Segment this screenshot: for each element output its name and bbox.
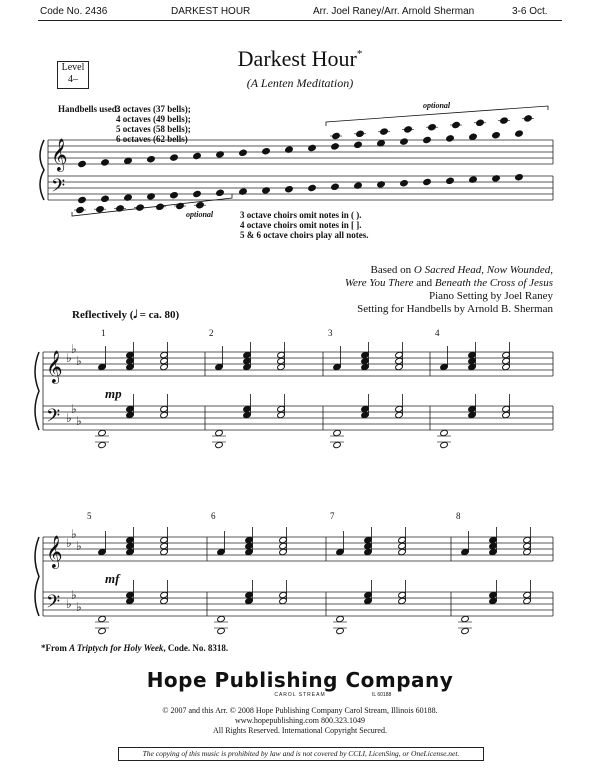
copyright-line: © 2007 and this Arr. © 2008 Hope Publishing Company Carol Stream, Illinois 60188. (162, 706, 438, 715)
note-head (160, 363, 169, 370)
footnote-text: *From (41, 643, 70, 653)
header-octaves: 3-6 Oct. (512, 6, 548, 17)
note-head (333, 441, 342, 448)
note-head (502, 357, 511, 364)
note-head (364, 536, 373, 543)
measure-number: 2 (209, 328, 214, 338)
note-head (461, 627, 470, 634)
note-head (502, 351, 511, 358)
note-head (126, 351, 135, 358)
dynamic-mf: mf (105, 571, 120, 586)
note-head (98, 627, 107, 634)
note-head (523, 597, 532, 604)
measure-number: 4 (435, 328, 440, 338)
note-head (361, 357, 370, 364)
flat-icon: ♭ (66, 411, 72, 425)
note-head (126, 542, 135, 549)
publisher-logo: Hope Publishing Company (146, 668, 454, 692)
note-head (489, 548, 498, 555)
title-text: Darkest Hour (237, 46, 357, 71)
note-head (461, 548, 470, 555)
note-head (398, 548, 407, 555)
note-head (78, 196, 87, 203)
measure-number: 7 (330, 511, 335, 521)
measure-number: 5 (87, 511, 92, 521)
note-head (331, 143, 340, 150)
tempo-value: = ca. 80) (136, 309, 180, 321)
treble-clef-icon: 𝄞 (46, 535, 63, 568)
note-head (331, 183, 340, 190)
measure-number: 3 (328, 328, 333, 338)
choir-note: 4 octave choirs omit notes in [ ]. (240, 220, 362, 230)
note-head (468, 411, 477, 418)
optional-bottom-label: optional (186, 210, 214, 219)
note-head (126, 357, 135, 364)
note-head (440, 429, 449, 436)
note-head (126, 591, 135, 598)
choir-note: 5 & 6 octave choirs play all notes. (240, 230, 369, 240)
note-head (523, 536, 532, 543)
brace (35, 352, 39, 430)
note-head (468, 363, 477, 370)
note-head (354, 141, 363, 148)
note-head (160, 357, 169, 364)
note-head (398, 536, 407, 543)
note-head (468, 351, 477, 358)
note-head (489, 597, 498, 604)
hymn-title: Beneath the Cross of Jesus (434, 277, 553, 289)
note-head (170, 192, 179, 199)
bass-clef-icon: 𝄢 (46, 592, 61, 617)
note-head (446, 135, 455, 142)
note-head (78, 160, 87, 167)
level-label: Level (61, 62, 85, 73)
note-head (468, 357, 477, 364)
note-head (502, 411, 511, 418)
note-head (277, 411, 286, 418)
publisher-city: CAROL STREAM (274, 692, 326, 698)
note-head (193, 152, 202, 159)
note-head (515, 174, 524, 181)
note-head (468, 405, 477, 412)
note-head (333, 363, 342, 370)
flat-icon: ♭ (71, 342, 77, 356)
note-head (160, 411, 169, 418)
copying-warning: The copying of this music is prohibited by law and is not covered by CCLI, LicenSing, or OneLicense.net. (118, 747, 484, 761)
note-head (361, 405, 370, 412)
note-head (98, 429, 107, 436)
note-head (160, 351, 169, 358)
bass-clef-icon: 𝄢 (51, 176, 66, 201)
note-head (215, 441, 224, 448)
measure-number: 1 (101, 328, 106, 338)
code-number: Code No. 2436 (40, 6, 108, 17)
note-head (502, 405, 511, 412)
note-head (126, 548, 135, 555)
treble-clef-icon: 𝄞 (51, 138, 68, 171)
note-head (361, 411, 370, 418)
note-head (502, 363, 511, 370)
note-head (243, 411, 252, 418)
hymn-title: O Sacred Head, Now Wounded, (413, 264, 553, 276)
note-head (126, 597, 135, 604)
note-head (364, 542, 373, 549)
note-head (489, 536, 498, 543)
note-head (333, 429, 342, 436)
note-head (336, 548, 345, 555)
note-head (126, 405, 135, 412)
tempo-text: Reflectively ( (72, 309, 134, 321)
note-head (126, 363, 135, 370)
footnote (41, 643, 228, 653)
handbells-label: Handbells used: (58, 104, 120, 114)
note-head (217, 615, 226, 622)
note-head (523, 591, 532, 598)
note-head (160, 542, 169, 549)
note-head (440, 363, 449, 370)
footnote-text: , Code. No. 8318. (163, 643, 229, 653)
note-head (308, 184, 317, 191)
optional-bracket (326, 106, 548, 126)
credits-text: Based on (370, 264, 414, 276)
note-head (285, 186, 294, 193)
note-head (423, 178, 432, 185)
note-head (217, 548, 226, 555)
flat-icon: ♭ (76, 600, 82, 614)
note-head (98, 363, 107, 370)
handbells-line: 6 octaves (62 bells) (116, 134, 188, 144)
note-head (243, 351, 252, 358)
note-head (364, 597, 373, 604)
note-head (398, 591, 407, 598)
publisher-code: IL 60188 (372, 692, 392, 698)
note-head (515, 130, 524, 137)
flat-icon: ♭ (71, 527, 77, 541)
note-head (336, 615, 345, 622)
note-head (262, 148, 271, 155)
page-subtitle: (A Lenten Meditation) (246, 76, 354, 90)
note-head (245, 591, 254, 598)
note-head (523, 542, 532, 549)
note-head (160, 405, 169, 412)
note-head (277, 357, 286, 364)
note-head (395, 351, 404, 358)
optional-top-label: optional (423, 101, 451, 110)
header-arranger: Arr. Joel Raney/Arr. Arnold Sherman (313, 6, 475, 17)
brace (40, 140, 44, 200)
note-head (469, 133, 478, 140)
bass-clef-icon: 𝄢 (46, 406, 61, 431)
note-head (492, 132, 501, 139)
handbells-line: 5 octaves (58 bells); (116, 124, 191, 134)
note-head (398, 597, 407, 604)
dynamic-mp: mp (105, 386, 122, 401)
copyright (0, 706, 600, 736)
note-head (361, 363, 370, 370)
note-head (147, 156, 156, 163)
note-head (277, 351, 286, 358)
flat-icon: ♭ (66, 536, 72, 550)
half-note-icon: 𝅗𝅥 (133, 309, 137, 321)
note-head (395, 357, 404, 364)
note-head (160, 536, 169, 543)
note-head (98, 548, 107, 555)
flat-icon: ♭ (76, 354, 82, 368)
note-head (160, 548, 169, 555)
brace (35, 537, 39, 616)
footnote-source-title: A Triptych for Holy Week (69, 643, 164, 653)
handbell-credit: Setting for Handbells by Arnold B. Sherman (357, 303, 553, 315)
handbells-line: 4 octaves (49 bells); (116, 114, 191, 124)
note-head (395, 411, 404, 418)
note-head (279, 548, 288, 555)
note-head (98, 441, 107, 448)
measure-number: 8 (456, 511, 461, 521)
note-head (489, 591, 498, 598)
choir-note: 3 octave choirs omit notes in ( ). (240, 210, 362, 220)
note-head (277, 363, 286, 370)
copyright-line: www.hopepublishing.com 800.323.1049 (235, 716, 365, 725)
note-head (217, 627, 226, 634)
note-head (160, 591, 169, 598)
note-head (245, 597, 254, 604)
note-head (170, 154, 179, 161)
hymn-title: Were You There (344, 277, 414, 289)
note-head (215, 429, 224, 436)
title-footnote-mark: * (356, 48, 363, 60)
note-head (364, 548, 373, 555)
flat-icon: ♭ (71, 588, 77, 602)
note-head (279, 591, 288, 598)
note-head (216, 189, 225, 196)
flat-icon: ♭ (66, 597, 72, 611)
note-head (277, 405, 286, 412)
header-title: DARKEST HOUR (171, 6, 251, 17)
note-head (243, 363, 252, 370)
level-value: 4– (68, 74, 78, 85)
note-head (245, 536, 254, 543)
flat-icon: ♭ (66, 351, 72, 365)
note-head (523, 548, 532, 555)
note-head (243, 357, 252, 364)
note-head (101, 195, 110, 202)
note-head (245, 548, 254, 555)
note-head (395, 405, 404, 412)
note-head (243, 405, 252, 412)
flat-icon: ♭ (76, 414, 82, 428)
note-head (193, 190, 202, 197)
flat-icon: ♭ (71, 402, 77, 416)
note-head (400, 180, 409, 187)
note-head (101, 159, 110, 166)
piano-credit: Piano Setting by Joel Raney (428, 290, 553, 302)
note-head (308, 144, 317, 151)
note-head (245, 542, 254, 549)
note-head (364, 591, 373, 598)
note-head (126, 411, 135, 418)
note-head (423, 136, 432, 143)
handbells-line: 3 octaves (37 bells); (116, 104, 191, 114)
note-head (98, 615, 107, 622)
note-head (361, 351, 370, 358)
note-head (461, 615, 470, 622)
note-head (126, 536, 135, 543)
note-head (400, 138, 409, 145)
note-head (279, 542, 288, 549)
note-head (440, 441, 449, 448)
note-head (239, 149, 248, 156)
note-head (279, 536, 288, 543)
note-head (215, 363, 224, 370)
note-head (398, 542, 407, 549)
copyright-line: All Rights Reserved. International Copyright Secured. (213, 726, 387, 735)
note-head (336, 627, 345, 634)
note-head (446, 177, 455, 184)
measure-number: 6 (211, 511, 216, 521)
flat-icon: ♭ (76, 539, 82, 553)
treble-clef-icon: 𝄞 (46, 350, 63, 383)
credits-text: and (413, 277, 435, 289)
note-head (160, 597, 169, 604)
note-head (395, 363, 404, 370)
note-head (489, 542, 498, 549)
note-head (279, 597, 288, 604)
